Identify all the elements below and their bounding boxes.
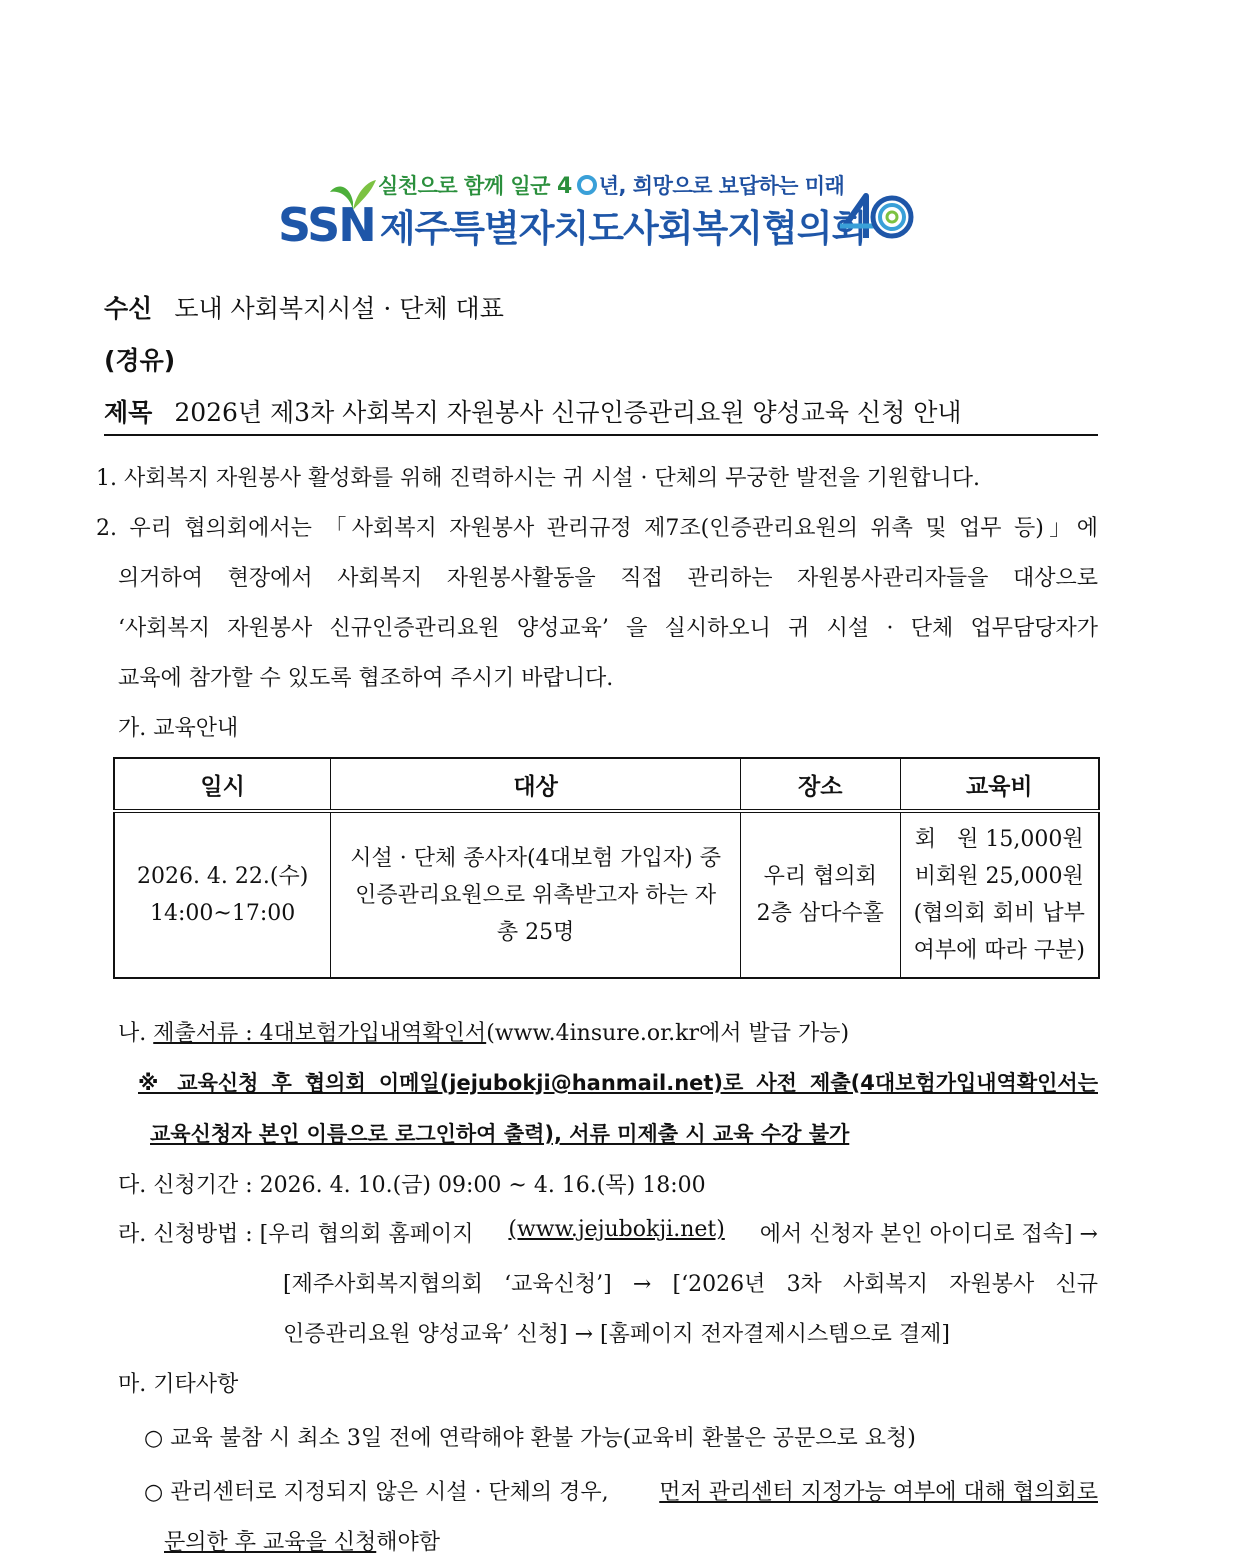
recipient: 도내 사회복지시설 · 단체 대표	[174, 294, 504, 323]
paragraph-2-line4: 교육에 참가할 수 있도록 협조하여 주시기 바랍니다.	[118, 666, 614, 691]
svg-text:4: 4	[556, 174, 572, 196]
date-line1: 2026. 4. 22.(수)	[136, 864, 309, 889]
bullet-center-line2	[164, 1525, 440, 1556]
section-ra-line2: [제주사회복지협의회 ‘교육신청’] → [‘2026년 3차 사회복지 자원봉사 신규	[283, 1272, 1098, 1297]
section-ra-line3: 인증관리요원 양성교육’ 신청] → [홈페이지 전자결제시스템으로 결제]	[283, 1322, 950, 1347]
header-divider	[104, 434, 1098, 436]
paragraph-2-line1: 2. 우리 협의회에서는 「사회복지 자원봉사 관리규정 제7조(인증관리요원의 위촉 및 업무 등)」에	[96, 516, 1098, 541]
notice-line2: 교육신청자 본인 이름으로 로그인하여 출력), 서류 미제출 시 교육 수강 불가	[150, 1122, 850, 1146]
subject-label: 제목	[104, 398, 153, 427]
section-ma: 마. 기타사항	[118, 1372, 239, 1397]
fee-line3: (협의회 회비 납부	[913, 901, 1085, 926]
section-ra-suffix: 에서 신청자 본인 아이디로 접속] →	[759, 1222, 1098, 1247]
table-header-row	[114, 758, 1099, 811]
fee-line2: 비회원 25,000원	[914, 864, 1084, 889]
section-da: 다. 신청기간 : 2026. 4. 10.(금) 09:00 ~ 4. 16.(목) 18:00	[118, 1173, 706, 1198]
bullet-center-prefix: ○ 관리센터로 지정되지 않은 시설 · 단체의 경우,	[144, 1480, 609, 1505]
slogan-part2: 년, 희망으로 보답하는 미래	[598, 174, 845, 198]
fee-line4: 여부에 따라 구분)	[913, 938, 1085, 963]
cell-target	[331, 811, 741, 978]
paragraph-1: 1. 사회복지 자원봉사 활성화를 위해 진력하시는 귀 시설 · 단체의 무궁한 발전을 기원합니다.	[96, 466, 980, 491]
section-na	[118, 1016, 849, 1047]
section-ra-line1	[118, 1217, 1098, 1248]
org-logo	[278, 198, 866, 252]
homepage-link[interactable]: (www.jejubokji.net)	[508, 1217, 725, 1242]
bullet-center-underline: 먼저 관리센터 지정가능 여부에 대해 협의회로	[659, 1480, 1098, 1505]
cell-date	[114, 811, 331, 978]
cell-place	[740, 811, 900, 978]
subject-row	[104, 393, 962, 429]
header-target: 대상	[331, 758, 741, 811]
section-na-text: 제출서류 : 4대보험가입내역확인서	[153, 1021, 487, 1046]
header-fee: 교육비	[900, 758, 1099, 811]
paragraph-2-line2: 의거하여 현장에서 사회복지 자원봉사활동을 직접 관리하는 자원봉사관리자들을 대상으로	[118, 566, 1098, 591]
target-line2: 인증관리요원으로 위촉받고자 하는 자	[355, 882, 717, 908]
recipient-row	[104, 289, 504, 325]
paragraph-2-line3: ‘사회복지 자원봉사 신규인증관리요원 양성교육’ 을 실시하오니 귀 시설 · 단체 업무담당자가	[118, 616, 1098, 641]
subject: 2026년 제3차 사회복지 자원봉사 신규인증관리요원 양성교육 신청 안내	[174, 398, 962, 427]
forty-mini-icon	[557, 174, 599, 196]
org-abbr: SSN	[278, 198, 375, 252]
slogan-part1: 실천으로 함께 일군	[378, 174, 557, 198]
notice-line1: ※ 교육신청 후 협의회 이메일(jejubokji@hanmail.net)로 사전 제출(4대보험가입내역확인서는	[138, 1071, 1098, 1095]
table-row	[114, 811, 1099, 978]
recipient-label: 수신	[104, 294, 153, 323]
via-row	[104, 341, 197, 377]
bullet-refund: ○ 교육 불참 시 최소 3일 전에 연락해야 환불 가능(교육비 환불은 공문으로 요청)	[144, 1426, 916, 1451]
bullet-center-line1	[144, 1475, 1098, 1506]
anniversary-40-icon	[838, 190, 916, 248]
org-name: 제주특별자치도사회복지협의회	[379, 207, 867, 250]
target-line3: 총 25명	[496, 919, 575, 945]
target-line1: 시설 · 단체 종사자(4대보험 가입자) 중	[350, 845, 721, 871]
header-place: 장소	[740, 758, 900, 811]
via-label: (경유)	[104, 346, 176, 375]
education-table	[113, 757, 1100, 979]
section-na-suffix: (www.4insure.or.kr에서 발급 가능)	[486, 1021, 850, 1046]
date-line2: 14:00~17:00	[150, 901, 296, 926]
slogan	[378, 170, 844, 200]
fee-line1: 회 원 15,000원	[914, 827, 1084, 852]
bullet-center-suffix: 해야함	[376, 1530, 441, 1555]
cell-fee	[900, 811, 1099, 978]
place-line2: 2층 삼다수홀	[756, 901, 884, 926]
section-na-prefix: 나.	[118, 1021, 154, 1046]
section-ra-prefix: 라. 신청방법 : [우리 협의회 홈페이지	[118, 1222, 474, 1247]
bullet-center-underline2: 문의한 후 교육을 신청	[164, 1530, 377, 1555]
place-line1: 우리 협의회	[763, 864, 877, 889]
header-date: 일시	[114, 758, 331, 811]
section-ga: 가. 교육안내	[118, 716, 239, 741]
